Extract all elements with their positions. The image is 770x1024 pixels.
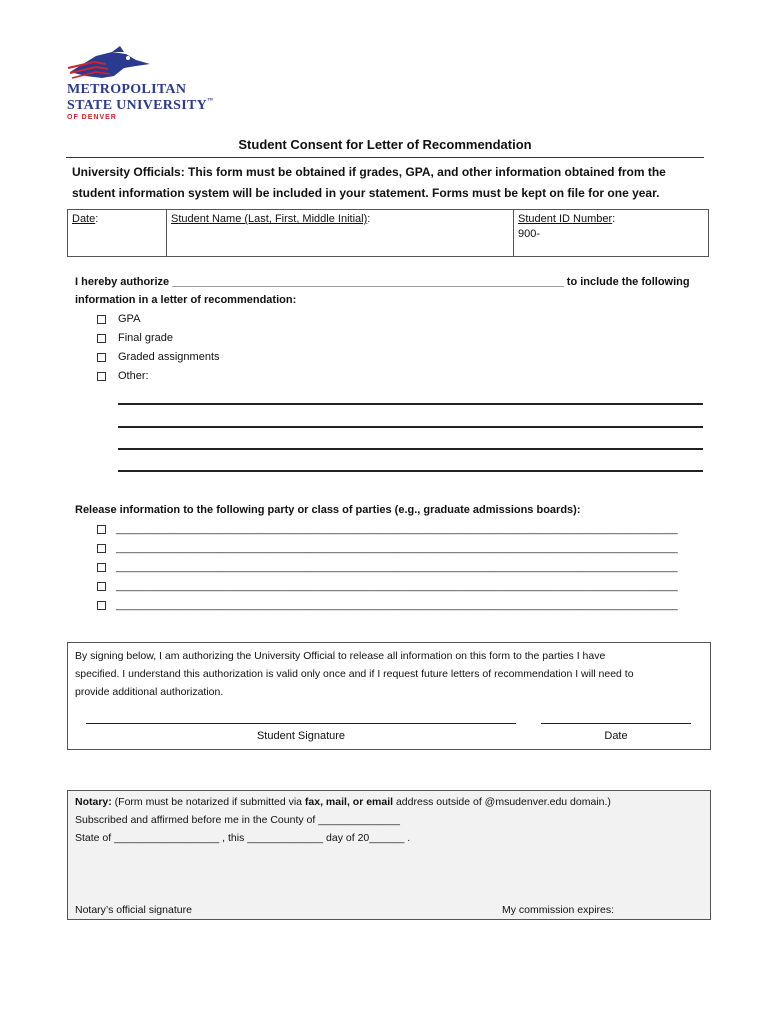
option-graded-assignments[interactable] <box>97 351 220 363</box>
checkbox-final-grade[interactable] <box>97 334 106 343</box>
authorize-line2: information in a letter of recommendation: <box>75 294 297 306</box>
release-blank-4[interactable]: _____________________________________________________________________________________________________ <box>116 581 678 592</box>
date-colon: : <box>95 213 99 225</box>
notary-text-a: (Form must be notarized if submitted via <box>111 796 305 808</box>
other-line-4[interactable] <box>118 470 703 472</box>
form-title: Student Consent for Letter of Recommendation <box>238 137 532 152</box>
student-name-label: Student Name (Last, First, Middle Initial) <box>171 213 368 225</box>
student-id-cell[interactable] <box>514 210 709 257</box>
release-checkbox-3[interactable] <box>97 563 106 572</box>
student-info-table <box>67 209 709 257</box>
option-gpa-label: GPA <box>118 313 141 325</box>
release-blank-1[interactable]: _____________________________________________________________________________________________________ <box>116 524 678 535</box>
date-label: Date <box>72 213 96 225</box>
release-row-5[interactable] <box>97 599 699 611</box>
checkbox-other[interactable] <box>97 372 106 381</box>
logo-tm: ™ <box>207 98 214 104</box>
student-id-colon: : <box>612 213 616 225</box>
commission-expires-label: My commission expires: <box>502 904 615 916</box>
signature-box <box>67 642 711 750</box>
roadrunner-logo-icon <box>66 46 156 82</box>
university-logo <box>66 46 216 121</box>
option-final-grade-label: Final grade <box>118 332 174 344</box>
logo-line2-text: STATE UNIVERSITY <box>67 98 208 113</box>
student-name-cell[interactable] <box>167 210 514 257</box>
notary-signature-label: Notary’s official signature <box>75 904 192 916</box>
signature-date-line[interactable] <box>541 723 691 724</box>
release-heading: Release information to the following party or class of parties (e.g., graduate admissions boards): <box>75 504 581 516</box>
logo-line3: OF DENVER <box>67 114 117 121</box>
student-signature-line[interactable] <box>86 723 516 724</box>
release-blank-3[interactable]: _____________________________________________________________________________________________________ <box>116 562 678 573</box>
release-checkbox-5[interactable] <box>97 601 106 610</box>
signing-text-3: provide additional authorization. <box>75 686 224 698</box>
release-blank-5[interactable]: _____________________________________________________________________________________________________ <box>116 600 678 611</box>
option-other[interactable] <box>97 370 149 382</box>
signing-text-2: specified. I understand this authorization is valid only once and if I request future letters of recommendation I will need to <box>75 668 634 680</box>
release-checkbox-2[interactable] <box>97 544 106 553</box>
release-row-1[interactable] <box>97 523 699 535</box>
notary-text-bold: fax, mail, or email <box>304 796 394 808</box>
option-graded-assignments-label: Graded assignments <box>118 351 220 363</box>
release-checkbox-1[interactable] <box>97 525 106 534</box>
other-line-1[interactable] <box>118 403 703 405</box>
notary-header <box>75 796 611 808</box>
student-id-prefix: 900- <box>518 228 541 240</box>
student-id-label: Student ID Number <box>518 213 613 225</box>
checkbox-gpa[interactable] <box>97 315 106 324</box>
date-cell[interactable] <box>68 210 167 257</box>
other-line-3[interactable] <box>118 448 703 450</box>
option-gpa[interactable] <box>97 313 140 325</box>
notary-box <box>67 790 711 920</box>
signature-date-label: Date <box>604 730 628 742</box>
signing-text-1: By signing below, I am authorizing the University Official to release all information on this form to the parties I have <box>75 650 606 662</box>
checkbox-graded-assignments[interactable] <box>97 353 106 362</box>
title-divider <box>66 157 704 158</box>
notary-text-b: address outside of @msudenver.edu domain.) <box>393 796 611 808</box>
logo-line2 <box>67 98 213 114</box>
release-blank-2[interactable]: _____________________________________________________________________________________________________ <box>116 543 678 554</box>
student-name-colon: : <box>367 213 371 225</box>
authorize-line: I hereby authorize ________________________________________________________________ to include the following <box>75 276 690 288</box>
release-row-4[interactable] <box>97 580 699 592</box>
release-checkbox-4[interactable] <box>97 582 106 591</box>
notary-state-line: State of __________________ , this _____________ day of 20______ . <box>75 832 411 844</box>
notary-county-line: Subscribed and affirmed before me in the County of ______________ <box>75 814 400 826</box>
student-id-header <box>518 213 704 225</box>
student-signature-label: Student Signature <box>256 730 346 742</box>
option-final-grade[interactable] <box>97 332 173 344</box>
other-line-2[interactable] <box>118 426 703 428</box>
release-row-3[interactable] <box>97 561 699 573</box>
officials-notice: University Officials: This form must be obtained if grades, GPA, and other information obtained from the student information system will be included in your statement. Forms must be kept on file for one year. <box>72 165 666 200</box>
logo-line1: METROPOLITAN <box>67 82 187 97</box>
option-other-label: Other: <box>118 370 149 382</box>
notary-label: Notary: <box>75 796 112 808</box>
release-row-2[interactable] <box>97 542 699 554</box>
